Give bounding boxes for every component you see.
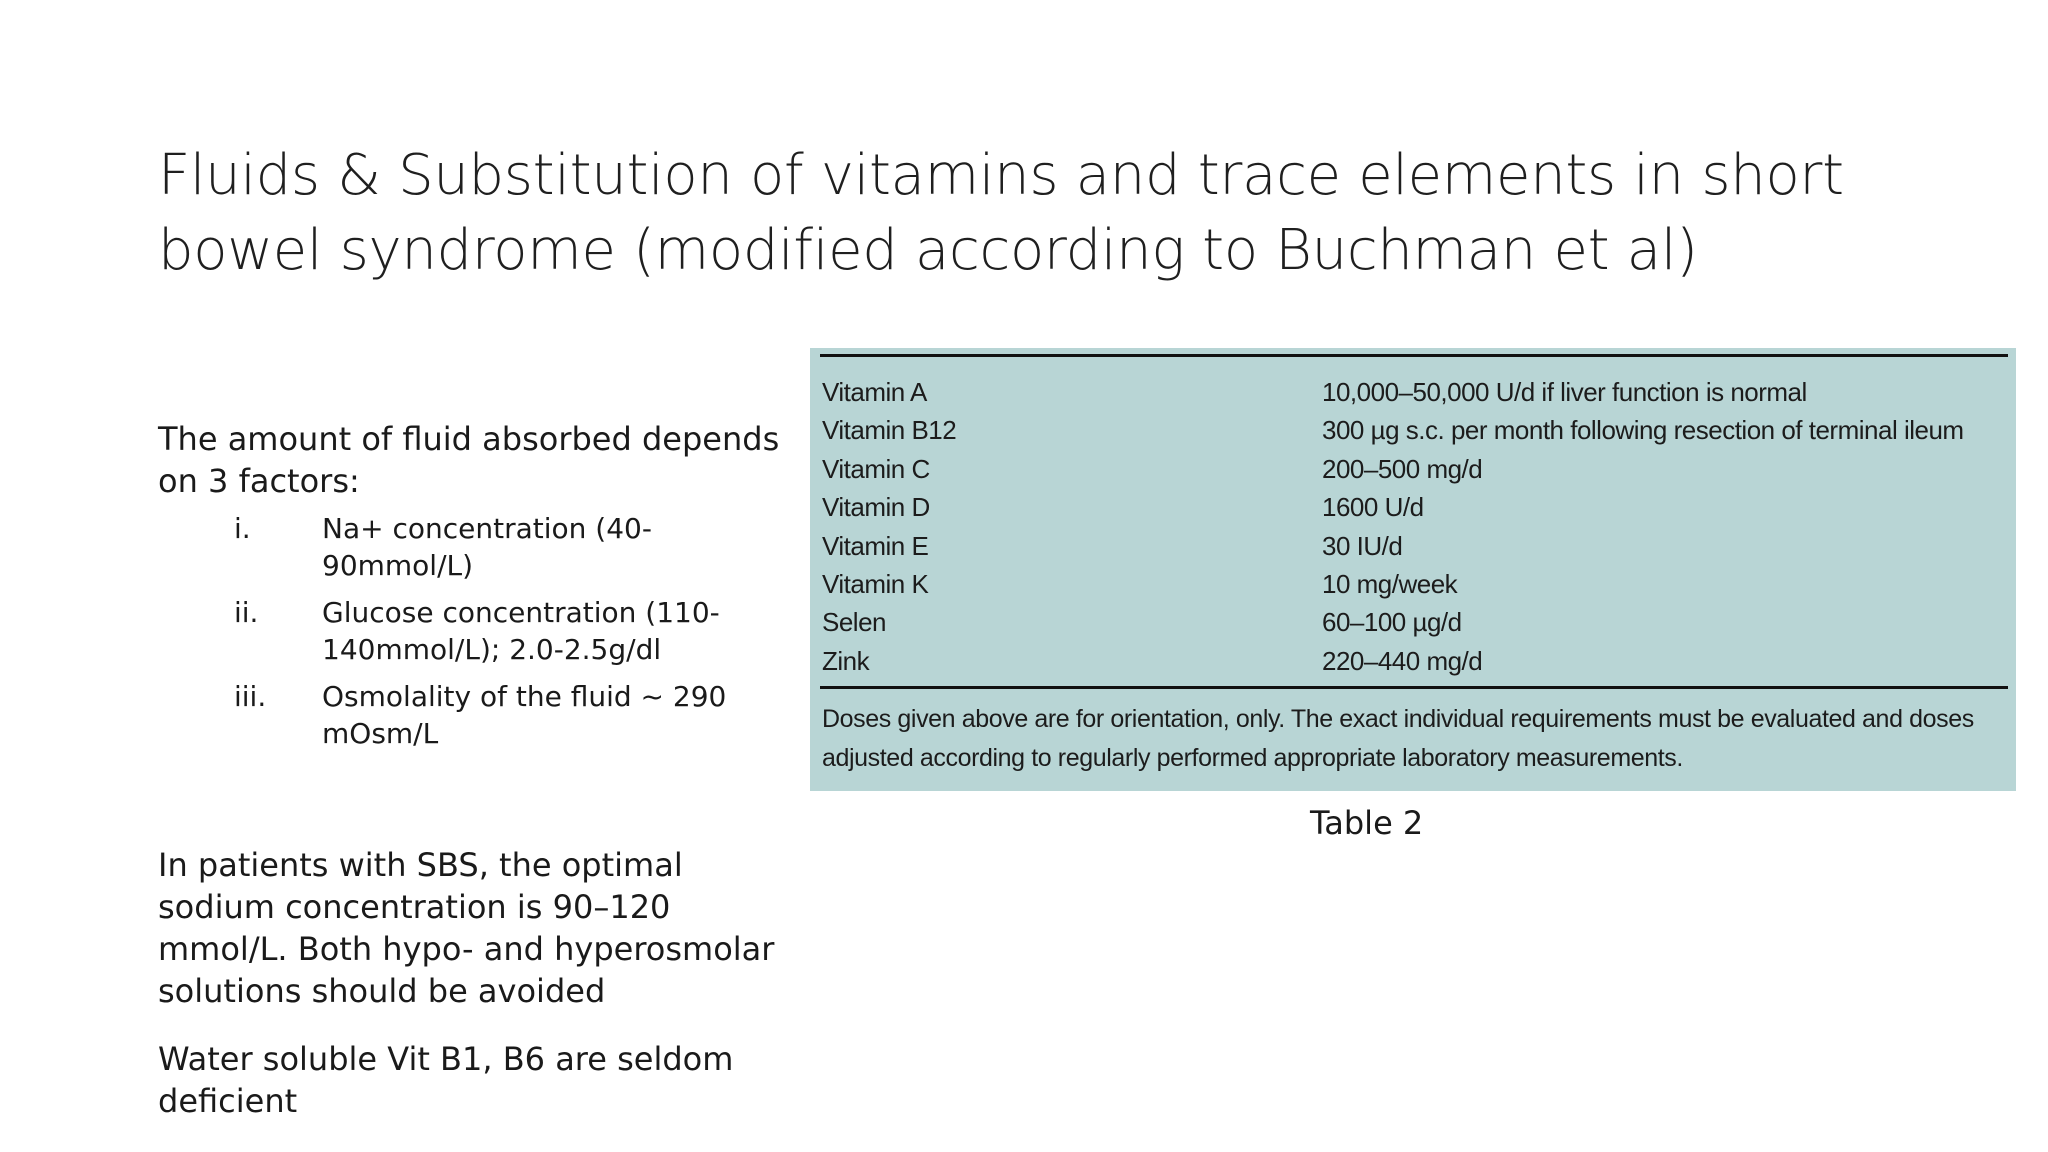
list-item-number: iii. [234, 680, 267, 713]
slide-title: Fluids & Substitution of vitamins and trace elements in short bowel syndrome (modified according to Buchman et al) [158, 143, 1844, 283]
list-item [158, 510, 788, 584]
table-row [822, 603, 2016, 641]
table-row [822, 527, 2016, 565]
nutrient-cell: Vitamin A [822, 377, 927, 407]
table-top-rule [820, 354, 2008, 357]
dose-cell: 10 mg/week [1322, 568, 1458, 599]
dose-cell: 60–100 µg/d [1322, 607, 1462, 638]
table-footnote: Doses given above are for orientation, only. The exact individual requirements must be evaluated and doses adjusted according to regularly performed appropriate laboratory measurements. [822, 705, 1974, 772]
dose-cell: 1600 U/d [1322, 492, 1424, 523]
table-row [822, 565, 2016, 603]
list-item-text: Osmolality of the fluid ~ 290 mOsm/L [322, 680, 727, 750]
factor-list [158, 510, 788, 752]
table-row [822, 488, 2016, 526]
nutrient-cell: Vitamin D [822, 492, 930, 523]
nutrient-cell: Zink [822, 645, 870, 676]
dose-cell: 10,000–50,000 U/d if liver function is normal [1322, 377, 1807, 407]
table-row [822, 411, 2016, 449]
list-item-text: Glucose concentration (110-140mmol/L); 2.0-2.5g/dl [322, 596, 720, 666]
dose-cell: 30 IU/d [1322, 530, 1403, 561]
list-item-text: Na+ concentration (40-90mmol/L) [322, 512, 652, 582]
table-row [822, 373, 2016, 411]
table-row [822, 450, 2016, 488]
intro-paragraph: The amount of fluid absorbed depends on 3 factors: [158, 420, 780, 500]
nutrient-cell: Vitamin B12 [822, 415, 957, 446]
table-body [822, 373, 2016, 680]
nutrient-cell: Vitamin E [822, 530, 929, 561]
nutrient-cell: Vitamin K [822, 568, 929, 599]
list-item [158, 678, 788, 752]
list-item [158, 594, 788, 668]
list-item-number: ii. [234, 596, 259, 629]
dose-cell: 220–440 mg/d [1322, 645, 1483, 676]
dosage-table [810, 348, 2016, 791]
vitamin-paragraph: Water soluble Vit B1, B6 are seldom deficient [158, 1040, 734, 1120]
table-row [822, 642, 2016, 680]
table-mid-rule [820, 686, 2008, 689]
table-caption: Table 2 [1310, 804, 1424, 842]
dose-cell: 200–500 mg/d [1322, 453, 1483, 484]
dose-cell: 300 µg s.c. per month following resection of terminal ileum [1322, 415, 1964, 446]
left-text-column [158, 418, 788, 1122]
nutrient-cell: Selen [822, 607, 886, 638]
nutrient-cell: Vitamin C [822, 453, 930, 484]
sodium-paragraph: In patients with SBS, the optimal sodium concentration is 90–120 mmol/L. Both hypo- and hyperosmolar solutions should be avoided [158, 846, 775, 1010]
list-item-number: i. [234, 512, 251, 545]
